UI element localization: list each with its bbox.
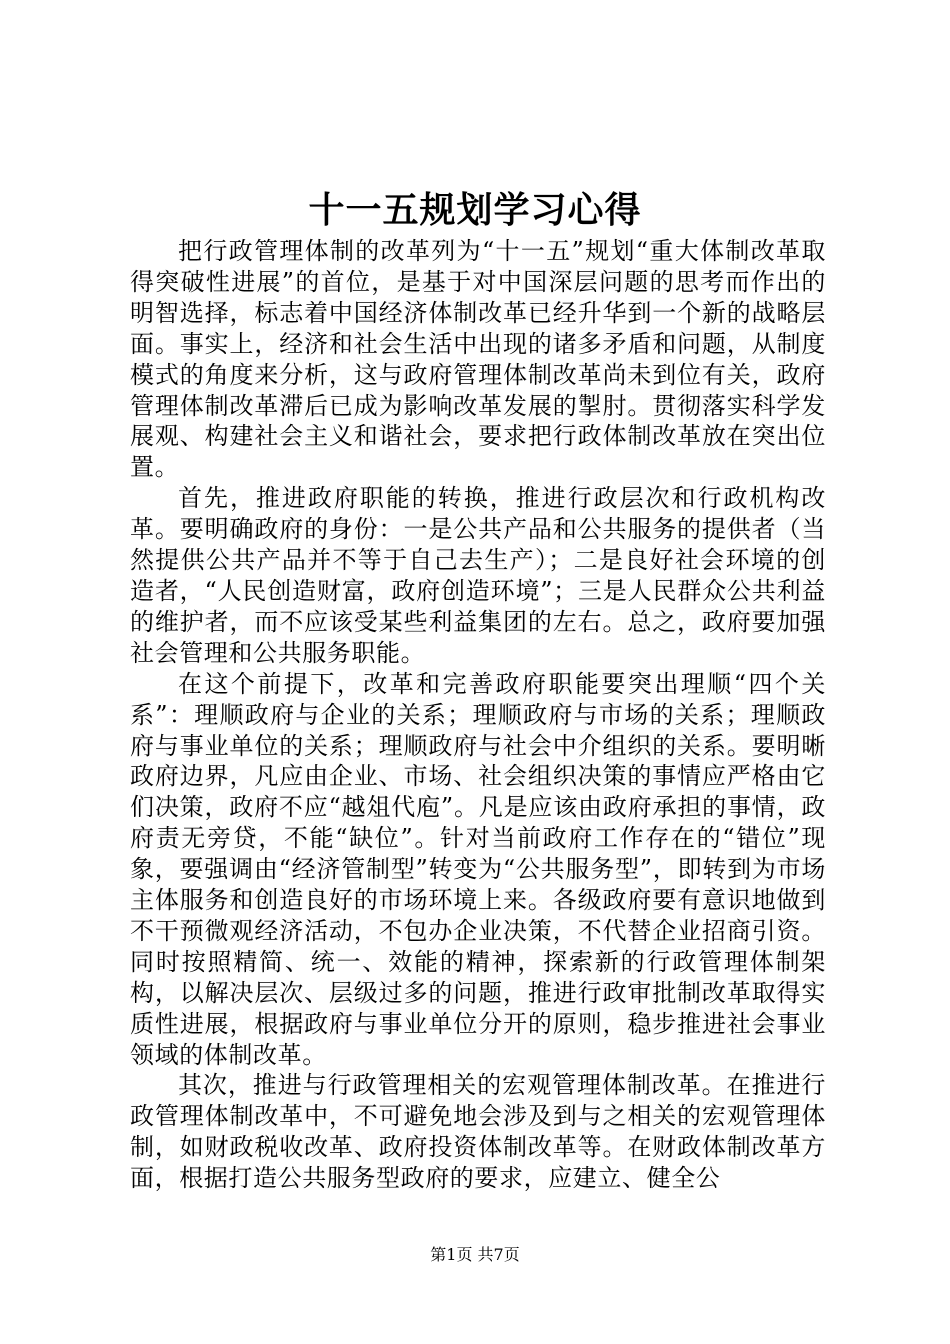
paragraph-3: 在这个前提下，改革和完善政府职能要突出理顺“四个关系”：理顺政府与企业的关系；理顺政府与市场的关系；理顺政府与事业单位的关系；理顺政府与社会中介组织的关系。要明晰政府边界，凡应由企业、市场、社会组织决策的事情应严格由它们决策，政府不应“越俎代庖”。凡是应该由政府承担的事情，政府责无旁贷，不能“缺位”。针对当前政府工作存在的“错位”现象，要强调由“经济管制型”转变为“公共服务型”，即转到为市场主体服务和创造良好的市场环境上来。各级政府要有意识地做到不干预微观经济活动，不包办企业决策，不代替企业招商引资。同时按照精简、统一、效能的精神，探索新的行政管理体制架构，以解决层次、层级过多的问题，推进行政审批制改革取得实质性进展，根据政府与事业单位分开的原则，稳步推进社会事业领域的体制改革。 xyxy=(130,669,826,1069)
page-indicator: 第1页 共7页 xyxy=(430,1245,520,1264)
paragraph-1: 把行政管理体制的改革列为“十一五”规划“重大体制改革取得突破性进展”的首位，是基于对中国深层问题的思考而作出的明智选择，标志着中国经济体制改革已经升华到一个新的战略层面。事实上，经济和社会生活中出现的诸多矛盾和问题，从制度模式的角度来分析，这与政府管理体制改革尚未到位有关，政府管理体制改革滞后已成为影响改革发展的掣肘。贯彻落实科学发展观、构建社会主义和谐社会，要求把行政体制改革放在突出位置。 xyxy=(130,237,826,482)
paragraph-2: 首先，推进政府职能的转换，推进行政层次和行政机构改革。要明确政府的身份：一是公共产品和公共服务的提供者（当然提供公共产品并不等于自己去生产）；二是良好社会环境的创造者，“人民创造财富，政府创造环境”；三是人民群众公共利益的维护者，而不应该受某些利益集团的左右。总之，政府要加强社会管理和公共服务职能。 xyxy=(130,484,826,667)
document-title: 十一五规划学习心得 xyxy=(308,189,642,231)
document-body xyxy=(130,236,826,1194)
page-footer xyxy=(0,1244,950,1266)
paragraph-4: 其次，推进与行政管理相关的宏观管理体制改革。在推进行政管理体制改革中，不可避免地会涉及到与之相关的宏观管理体制，如财政税收改革、政府投资体制改革等。在财政体制改革方面，根据打造公共服务型政府的要求，应建立、健全公 xyxy=(130,1071,826,1193)
